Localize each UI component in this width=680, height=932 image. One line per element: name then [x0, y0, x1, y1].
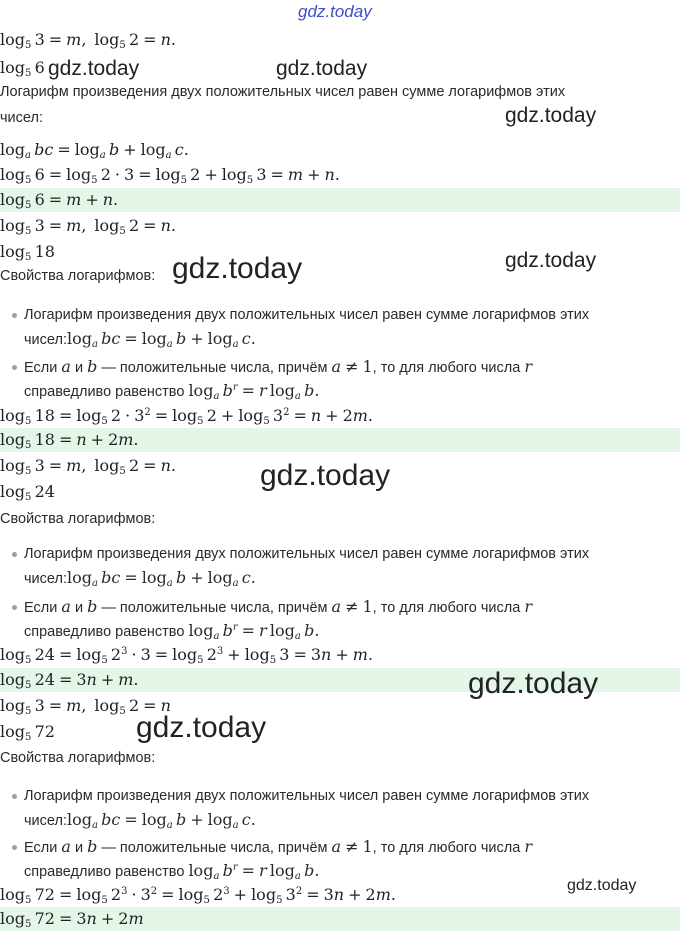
task-c-solution: $\log_5 24 = \log_5 2^3 \cdot 3 = \log_5 2^3 + \log_5 3 = 3n + m$. [0, 645, 374, 666]
text-equality: справедливо равенство [24, 624, 185, 640]
property-power-line-1: Если a и b — положительные числа, причём a ≠ 1, то для любого числа r [24, 357, 532, 376]
task-c-answer: $\log_5 24 = 3n + m$. [0, 668, 680, 692]
text-mid: — положительные числа, причём [101, 600, 328, 616]
property-product-label: чисел: [24, 571, 67, 587]
property-product-line-1: Логарифм произведения двух положительных чисел равен сумме логарифмов этих [24, 307, 590, 323]
text-mid: — положительные числа, причём [101, 840, 328, 856]
task-d-answer: $\log_5 72 = 3n + 2m$ [0, 907, 680, 931]
property-product-line-2: $чисел:\log_a$ bc = $\log_a b + \log_a c$. [24, 810, 256, 831]
text-and: и [74, 840, 84, 856]
bullet-dot [12, 365, 17, 370]
watermark-top: gdz.today [298, 2, 372, 21]
text-equality: справедливо равенство [24, 864, 185, 880]
property-product-line-2: $чисел:\log_a$ bc = $\log_a b + \log_a c$. [24, 568, 256, 589]
task-a-answer: $\log_5 6 = m + n$. [0, 188, 680, 212]
task-a-expression: $\log_5 6$ [0, 58, 45, 79]
text-if: Если [24, 840, 58, 856]
text-end: , то для любого числа [372, 360, 521, 376]
rule-text-line-2: чисел: [0, 110, 43, 126]
watermark-4: gdz.today [172, 252, 303, 285]
watermark-5: gdz.today [505, 249, 597, 272]
text-end: , то для любого числа [372, 840, 521, 856]
text-and: и [74, 600, 84, 616]
text-mid: — положительные числа, причём [101, 360, 328, 376]
property-power-line-2: справедливо равенство $\log_a b^r = r$ $\log_a b$. [24, 621, 320, 642]
given-values-line-2: $\log_5 3 = m$, $\log_5 2 = n$. [0, 216, 176, 237]
property-product-line-1: Логарифм произведения двух положительных чисел равен сумме логарифмов этих [24, 546, 590, 562]
watermark-1: gdz.today [48, 57, 140, 80]
bullet-dot [12, 845, 17, 850]
property-product-line-2: $чисел:\log_a$ bc = $\log_a b + \log_a c$. [24, 329, 256, 350]
task-b-expression: $\log_5 18$ [0, 242, 55, 263]
bullet-dot [12, 552, 17, 557]
property-power-line-2: справедливо равенство $\log_a b^r = r$ $\log_a b$. [24, 861, 320, 882]
property-power-line-1: Если a и b — положительные числа, причём a ≠ 1, то для любого числа r [24, 597, 532, 616]
text-if: Если [24, 600, 58, 616]
text-if: Если [24, 360, 58, 376]
watermark-7: gdz.today [468, 667, 599, 700]
task-c-expression: $\log_5 24$ [0, 482, 55, 503]
bullet-dot [12, 794, 17, 799]
task-d-expression: $\log_5 72$ [0, 722, 55, 743]
property-product-label: чисел: [24, 813, 67, 829]
task-a-solution: $\log_5 6 = \log_5 2 \cdot 3 = \log_5 2 + \log_5 3 = m + n$. [0, 165, 340, 186]
product-rule-formula: $\log_a$ bc = $\log_a b + \log_a c$. [0, 140, 189, 161]
watermark-8: gdz.today [136, 711, 267, 744]
bullet-dot [12, 313, 17, 318]
task-d-solution: $\log_5 72 = \log_5 2^3 \cdot 3^2 = \log_5 2^3 + \log_5 3^2 = 3n + 2m$. [0, 885, 396, 906]
task-b-solution: $\log_5 18 = \log_5 2 \cdot 3^2 = \log_5 2 + \log_5 3^2 = n + 2m$. [0, 406, 374, 427]
rule-text-line-1: Логарифм произведения двух положительных чисел равен сумме логарифмов этих [0, 84, 566, 100]
watermark-9: gdz.today [567, 877, 637, 894]
property-product-label: чисел: [24, 332, 67, 348]
text-end: , то для любого числа [372, 600, 521, 616]
watermark-3: gdz.today [505, 104, 597, 127]
watermark-2: gdz.today [276, 57, 368, 80]
property-power-line-1: Если a и b — положительные числа, причём a ≠ 1, то для любого числа r [24, 837, 532, 856]
properties-heading-2: Свойства логарифмов: [0, 511, 156, 527]
given-values-line-1: $\log_5 3 = m$, $\log_5 2 = n$. [0, 30, 176, 51]
bullet-dot [12, 605, 17, 610]
text-and: и [74, 360, 84, 376]
property-product-line-1: Логарифм произведения двух положительных чисел равен сумме логарифмов этих [24, 788, 590, 804]
text-equality: справедливо равенство [24, 384, 185, 400]
given-values-line-4: $\log_5 3 = m$, $\log_5 2 = n$ [0, 696, 171, 717]
watermark-6: gdz.today [260, 459, 391, 492]
properties-heading-1: Свойства логарифмов: [0, 268, 156, 284]
task-b-answer: $\log_5 18 = n + 2m$. [0, 428, 680, 452]
given-values-line-3: $\log_5 3 = m$, $\log_5 2 = n$. [0, 456, 176, 477]
properties-heading-3: Свойства логарифмов: [0, 750, 156, 766]
property-power-line-2: справедливо равенство $\log_a b^r = r$ $\log_a b$. [24, 381, 320, 402]
